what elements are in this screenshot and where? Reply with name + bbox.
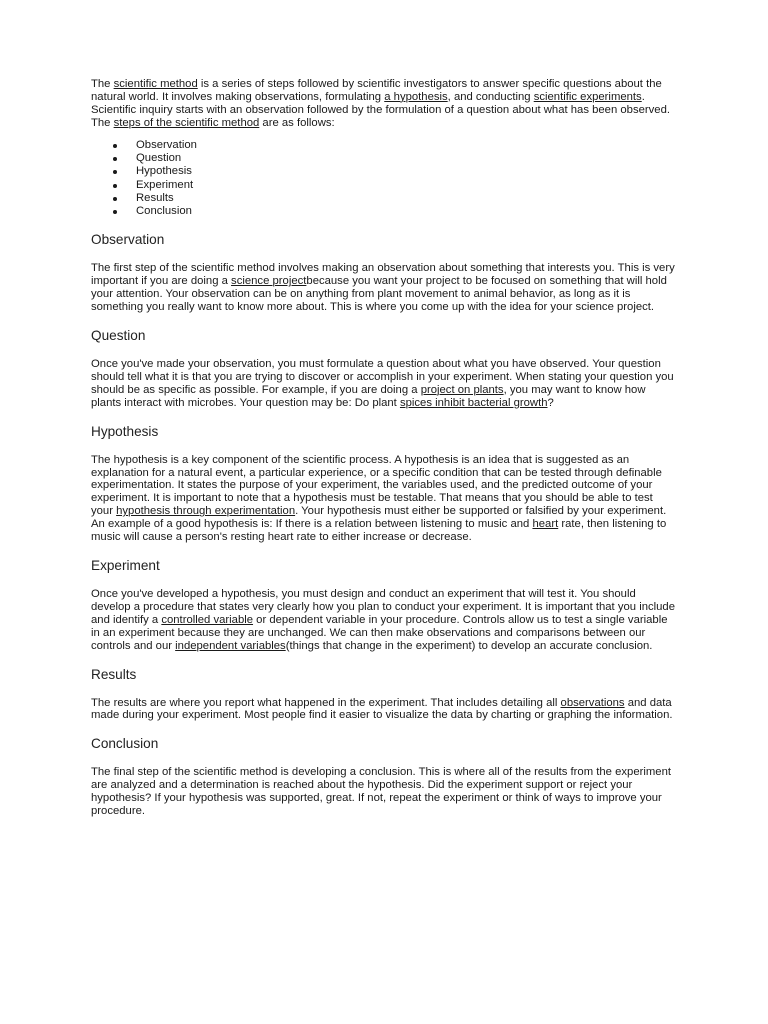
section-paragraph [91, 766, 675, 818]
text-run: . Your hypothesis must either be supported or falsified by your experiment. An example of a good hypothesis is: If there is a relation between listening to music and [91, 505, 667, 531]
section-paragraph [91, 697, 675, 723]
text-run: and data made during your experiment. Most people find it easier to visualize the data by charting or graphing the information. [91, 696, 673, 722]
link-project-on-plants[interactable]: project on plants [420, 383, 504, 396]
list-item: Results [91, 192, 675, 205]
section-results [91, 667, 675, 723]
list-item: Question [91, 152, 675, 165]
link-observations[interactable]: observations [560, 696, 625, 709]
section-paragraph [91, 358, 675, 410]
text-run: or dependent variable in your procedure. Controls allow us to test a single variable in an experiment because they are unchanged. We can then make observations and comparisons between our controls and our [91, 613, 668, 652]
text-run: , and conducting [447, 90, 534, 103]
section-experiment [91, 558, 675, 653]
text-run: The final step of the scientific method is developing a conclusion. This is where all of the results from the experiment are analyzed and a determination is reached about the hypothesis. Did the experiment support or reject your hypothesis? If your hypothesis was supported, great. If not, repeat the experiment or think of ways to improve your procedure. [91, 766, 671, 818]
text-run: is a series of steps followed by scientific investigators to answer specific questions about the natural world. It involves making observations, formulating [91, 78, 662, 103]
link-a-hypothesis[interactable]: a hypothesis [384, 90, 448, 103]
section-heading: Hypothesis [91, 423, 159, 439]
text-run: rate, then listening to music will cause a person's resting heart rate to either increase or decrease. [91, 518, 667, 544]
text-run: Once you've developed a hypothesis, you must design and conduct an experiment that will test it. You should develop a procedure that states very clearly how you plan to conduct your experiment. It is important that you include and identify a [91, 588, 675, 626]
article-body [91, 78, 675, 818]
steps-list [91, 139, 675, 219]
text-run: The hypothesis is a key component of the scientific process. A hypothesis is an idea that is suggested as an explanation for a natural event, a particular experience, or a specific condition that can be tested through definable experimentation. It states the purpose of your experiment, the variables used, and the predicted outcome of your experiment. It is important to note that a hypothesis must be testable. That means that you should be able to test your [91, 453, 662, 518]
link-spices-inhibit-bacterial-growth[interactable]: spices inhibit bacterial growth [399, 396, 548, 409]
link-science-project[interactable]: science project [231, 275, 307, 288]
link-scientific-method[interactable]: scientific method [113, 78, 198, 90]
text-run: The [91, 78, 114, 90]
section-heading: Results [91, 666, 137, 682]
section-observation [91, 232, 675, 314]
list-item: Observation [91, 139, 675, 152]
text-run: The results are where you report what happened in the experiment. That includes detailing all [91, 696, 561, 709]
section-paragraph [91, 454, 675, 544]
section-question [91, 328, 675, 410]
section-heading: Question [91, 328, 146, 344]
list-item: Experiment [91, 179, 675, 192]
text-run: are as follows: [259, 116, 335, 129]
link-controlled-variable[interactable]: controlled variable [161, 613, 254, 626]
text-run: ? [547, 396, 554, 409]
text-run: because you want your project to be focused on something that will hold your attention. Your observation can be on anything from plant movement to animal behavior, as long as it is something you really want to know more about. This is where you come up with the idea for your science project. [91, 275, 667, 314]
link-hypothesis-through-experimentation[interactable]: hypothesis through experimentation [116, 505, 296, 518]
text-run: The first step of the scientific method involves making an observation about something that interests you. This is very important if you are doing a [91, 262, 675, 288]
link-independent-variables[interactable]: independent variables [175, 639, 286, 652]
section-heading: Experiment [91, 558, 160, 573]
link-steps-of-scientific-method[interactable]: steps of the scientific method [113, 116, 260, 129]
section-conclusion [91, 736, 675, 818]
link-heart[interactable]: heart [532, 518, 559, 531]
section-heading: Conclusion [91, 736, 159, 752]
list-item: Conclusion [91, 205, 675, 218]
list-item: Hypothesis [91, 165, 675, 178]
intro-paragraph [91, 78, 675, 130]
section-paragraph [91, 262, 675, 314]
section-heading: Observation [91, 232, 165, 248]
text-run: Once you've made your observation, you must formulate a question about what you have observed. Your question should tell what it is that you are trying to discover or accomplish in your experiment. When stating your question you should be as specific as possible. For example, if you are doing a [91, 358, 674, 396]
text-run: (things that change in the experiment) to develop an accurate conclusion. [285, 639, 653, 652]
section-hypothesis [91, 424, 675, 544]
text-run: , you may want to know how plants interact with microbes. Your question may be: Do plant [91, 383, 646, 409]
text-run: . Scientific inquiry starts with an observation followed by the formulation of a question about what has been observed. The [91, 90, 670, 129]
link-scientific-experiments[interactable]: scientific experiments [533, 90, 642, 103]
section-paragraph [91, 588, 675, 653]
